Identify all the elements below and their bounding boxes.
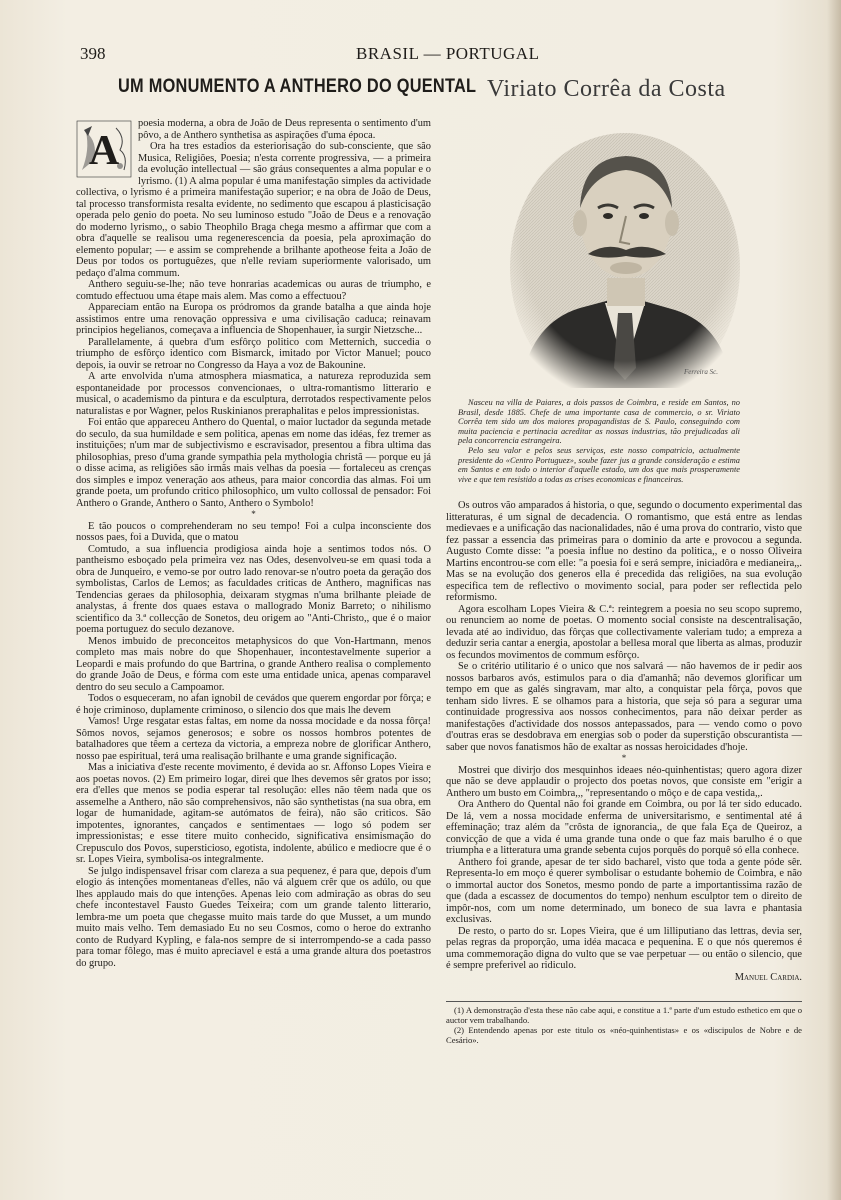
ornamental-initial-icon [76, 120, 132, 178]
portrait-man-icon [510, 118, 740, 388]
article-paragraph: Menos imbuido de preconceitos metaphysicos do que Von-Hartmann, menos completo mas mais nobre do que Shopenhauer, incontestavelmente superior a Leopardi e mais profundo do que Bartrina, o grande Anthero realisa o complemento do grande João de Deus, e fórma com este uma entidade unica, apenas comparavel dentro do seu seculo a Campoamor. [76, 635, 431, 693]
article-paragraph: Mas a iniciativa d'este recente movimento, é devida ao sr. Affonso Lopes Vieira e aos poetas novos. (2) Em primeiro logar, direi que lhes devemos sêr gratos por isso; era d'elles que menos se podia esperar tal resolução: elles não têem nada que os assemelhe a Anthero, não são comprehensivos, não são synthetistas (na sua obra, em logar de humanidade, agitam-se autómatos de feira), não são criticos. São impotentes, ignorantes, cançados e sentimentaes — logo só podem ser impressionistas; e esse titere muito conhecido, significativa ensimismação do Crepusculo dos Povos, supersticioso, egotista, indolente, abúlico e mediocre que é o sr. Lopes Vieira, symbolisa-os integralmente. [76, 762, 431, 865]
article-paragraph: Os outros vão amparados á historia, o que, segundo o documento experimental das litteraturas, é um signal de decadencia. O romantismo, que está entre as lendas medievaes e a unificação das nacionalidades, não é uma prova do contrario, visto que fez passar a essencia das primeiras para o dominio da arte e provocou a segunda. Augusto Comte disse: "a poesia influe no destino da politica,, e o nosso Oliveira Martins encontrou-se com elle: "a poesia foi e será sempre, iniciadôra e medianeira,,. Mas se na evolução dos generos ella é precedida das religiões, na sua evolução especifica tem de reflectivo o movimento social, para poder ser reflectida pelo reformismo. [446, 500, 802, 603]
article-paragraph: Ora Anthero do Quental não foi grande em Coimbra, ou por lá ter sido educado. De lá, vem a nossa mocidade enferma de universitarismo, e sentimental até á effeminação; traz além da "crôsta de ignorancia,, de que fala Eça de Queiroz, a convicção de que a vida é uma grande tuna onde o que faz mais barulho é o que triumpha e a litteratura uma grande sebenta cujos porquês do porquê só ella conhece. [446, 799, 802, 856]
engraver-signature: Ferreira Sc. [684, 368, 718, 376]
page-number: 398 [80, 44, 106, 63]
article-title: UM MONUMENTO A ANTHERO DO QUENTAL [118, 76, 477, 97]
article-paragraph: Appareciam então na Europa os pródromos da grande batalha a que ainda hoje assistimos entre uma renovação oppressiva e uma civilisação caduca; reinavam principios hegelianos, começava a influencia de Shopenhauer, ia surgir Nietzsche... [76, 302, 431, 336]
article-paragraph: Vamos! Urge resgatar estas faltas, em nome da nossa mocidade e da nossa fôrça! Sômos novos, sejamos generosos; e sobre os nossos hombros potentes de batalhadores que têem a certeza da victoria, a empreza nobre de glorificar Anthero, nosso pae espiritual, terá uma realisação brilhante e uma grande significação. [76, 716, 431, 762]
article-paragraph: Todos o esqueceram, no afan ignobil de cevádos que querem engordar por fôrça; e é hoje criminoso, duplamente criminoso, o silencio dos que mais lhe devem [76, 693, 431, 716]
right-body [446, 500, 802, 1045]
article-paragraph: Anthero foi grande, apesar de ter sido bacharel, visto que toda a gente póde sêr. Representa-lo em moço é querer symbolisar o estudante bohemio de Coimbra, e não o immortal auctor dos Sonetos, mesmo pondo de parte a importantissima razão de que (dada a escassez de documentos do tempo) nenhum esculptor tem o direito de impôr-nos, com um nome determinado, um boneco de sua lavra e phantasia exclusivas. [446, 856, 802, 925]
article-left-column [76, 118, 431, 969]
article-paragraph: Se o critério utilitario é o unico que nos salvará — não havemos de ir pedir aos nossos barbaros avós, estimulos para o dia d'amanhã; não devemos glorificar um tempo em que as galés singravam, mar alto, a conquistar pela fôrça, povos que tenham sido livres. E se olhamos para a historia, que seja só para a segurar uma continuidade progressiva aos nossos conhecimentos, para não deixar perder as manifestações d'actividade dos nossos antepassados, para — vendo como o povo d'outras eras se desdobrava em energias sob o poder da superstição obscurantista — saber que novos fanatismos hão de exaltar as nossas heroicidades d'hoje. [446, 661, 802, 753]
article-paragraph: Se julgo indispensavel frisar com clareza a sua pequenez, é para que, depois d'um elogio ás intenções momentaneas d'elles, não vá alguem crêr que os adúlo, ou que lhes applaudo mais do que intenções. Apenas leio com admiração as obras do seu chefe incontestavel Fausto Guedes Teixeira; com um grande talento litterario, lembra-me um poeta que chegasse muito mais tarde do que Musset, a um mundo muito mais velho. Tem demasiado Eu no seu Cosmos, como o heroe do extranho conto de Rudyard Kypling, e fala-nos sempre de si interrompendo-se a cada passo para tomar fôlego, mas é muito apreciavel e está a uma grande altura dos poetastros do grupo. [76, 865, 431, 969]
article-paragraph: Mostrei que divirjo dos mesquinhos ideaes néo-quinhentistas; quero agora dizer que não se deve applaudir o projecto dos poetas novos, que consiste em "erigir a Anthero um busto em Coimbra,,, "representando o môço e de capa vestida,,. [446, 764, 802, 799]
page-edge-shadow [827, 0, 841, 1200]
article-right-column [446, 500, 802, 1045]
running-head: BRASIL — PORTUGAL [356, 44, 540, 63]
footnote: (2) Entendendo apenas por este titulo os «néo-quinhentistas» e os «discipulos de Nobre e de Cesário». [446, 1025, 802, 1045]
article-paragraph: Anthero seguiu-se-lhe; não teve honrarias academicas ou auras de triumpho, e comtudo effectuou uma étape mais alem. Mas como a effectuou? [76, 279, 431, 302]
article-paragraph: Agora escolham Lopes Vieira & C.ª: reintegrem a poesia no seu scopo supremo, ou renunciem ao nome de poetas. O momento social consiste na descentralisação, levada até ao individuo, das fôrças que collectivamente valeriam tudo; a empreza a deduzir seria cantar a energia, apostolar a bellesa moral que liberta as almas, produzir os fecundos movimentos de commum esfôrço. [446, 603, 802, 661]
portrait-title: Viriato Corrêa da Costa [487, 76, 726, 102]
caption-paragraph: Nasceu na villa de Paiares, a dois passos de Coimbra, e reside em Santos, no Brasil, desde 1885. Chefe de uma importante casa de commercio, o sr. Viriato Corrêa tem sido um dos maiores propagandistas de S. Paulo, conseguindo com muita paciencia e pertinacia acreditar as nossas industrias, tão prejudicadas ali pela concorrencia estrangeira. [458, 398, 740, 446]
article-paragraph: Comtudo, a sua influencia prodigiosa ainda hoje a sentimos todos nós. O pantheismo esboçado pela primeira vez nas Odes, desenvolveu-se em quasi toda a obra de Junqueiro, e vemo-se por outro lado renovar-se n'outro poeta da geração dos symbolistas, Carlos de Lemos; as faculdades criticas de Anthero, magnificas nas Tendencias geraes da philosophia, deixaram stygmas n'uma brilhante pleiade de analystas, á frente dos quaes estava o mallogrado Moniz Barreto; o nihilismo scientifico da 3.ª collecção de Sonetos, deu origem ao "Anti-Christo,, que é o maior poema portuguez do seculo dezanove. [76, 543, 431, 635]
article-paragraph: E tão poucos o comprehenderam no seu tempo! Foi a culpa inconsciente dos nossos paes, foi a Duvida, que o matou [76, 520, 431, 543]
article-paragraph: Parallelamente, á quebra d'um esfôrço politico com Metternich, succedia o triumpho de esfôrço identico com Bismarck, imitado por Victor Manuel; pouco depois, ia ouvir se retroar no Congresso da Haya a voz de Bakounine. [76, 336, 431, 371]
footnote: (1) A demonstração d'esta these não cabe aqui, e constitue a 1.ª parte d'um estudo esthetico em que o auctor vem trabalhando. [446, 1005, 802, 1025]
section-separator: * [251, 509, 256, 519]
portrait-engraving [510, 118, 740, 388]
article-paragraph: De resto, o parto do sr. Lopes Vieira, que é um lilliputiano das lettras, devia ser, pelas regras da proporção, uma idéa macaca e pequenina. E o que nós queremos é uma commemoração digna do vulto que se vae perpetuar — ou então o silencio, que é sempre preferivel ao ridiculo. [446, 925, 802, 971]
article-paragraph: A arte envolvida n'uma atmosphera miasmatica, a natureza reproduzida sem espontaneidade por processos convencionaes, o ultra-romantismo litterario e musical, o academismo da pintura e da esculptura, derrotados respectivamente pelos naturalistas e por Wagner, pelos Ruskinianos preraphalitas e pelos impressionistas. [76, 371, 431, 417]
footnotes [446, 1001, 802, 1045]
author-signature: Manuel Cardia. [734, 971, 802, 983]
caption-paragraph: Pelo seu valor e pelos seus serviços, este nosso compatricio, actualmente presidente do «Centro Portuguez», soube fazer jus a grande consideração e estima em Santos e em todo o interior d'aquelle estado, um dos que mais prosperamente vive e que tem resistido a todas as crises economicas e financeiras. [458, 445, 740, 484]
dropcap-letter: A [88, 128, 120, 174]
section-separator: * [621, 753, 627, 763]
article-paragraph: Ora ha tres estadios da esteriorisação do sub-consciente, que são Musica, Religiões, Poesia; n'esta corrente progressiva, — a primeira da evolução intellectual — são gráus consequentes a alma popular e o lyrismo. (1) A alma popular é uma manifestação simples da actividade collectiva, o lyrismo é a primeira manifestação superior; e na obra de João de Deus, tal processo transformista resalta evidente, no sedimento que escapou á plasticisação operada pelo genio do poeta. No seu luminoso estudo "João de Deus e a renovação do moderno lyrismo,, o sabio Theophilo Braga chega mesmo a affirmar que com a obra d'aquelle se realisou uma regenerescencia da poesia, pela aproximação do elemento popular; — e assim se comprehende a brilhante apotheose feita a João de Deus por todos os portuguêzes, que n'elle reviam superiormente valorisado, um pedaço d'alma commum. [76, 141, 431, 279]
left-body [76, 118, 431, 969]
dropcap-ornament [76, 120, 132, 178]
article-paragraph: Foi então que appareceu Anthero do Quental, o maior luctador da segunda metade do seculo, da sua humildade e sem politica, apenas em nome das idéas, fez tremer as instituições; n'um mar de subjectivismo e escravisador, presentou a fibra ultima das philosophias, preso d'uma grande sympathia pela mythologia christã — porque eu já o disse acima, as religiões são irmãs mais velhas da poesia — fortaleceu as crenças dos simples e impoz veneração aos atheus, para maior concordia das almas. Foi um grande poeta, um profundo critico philosophico, um vulto collossal de pensador: Foi Anthero o Grande, Anthero o Santo, Anthero o Symbolo! [76, 417, 431, 509]
article-paragraph: poesia moderna, a obra de João de Deus representa o sentimento d'um pôvo, a de Anthero synthetisa as aspirações d'uma época. [138, 118, 431, 141]
portrait-caption [458, 398, 740, 484]
